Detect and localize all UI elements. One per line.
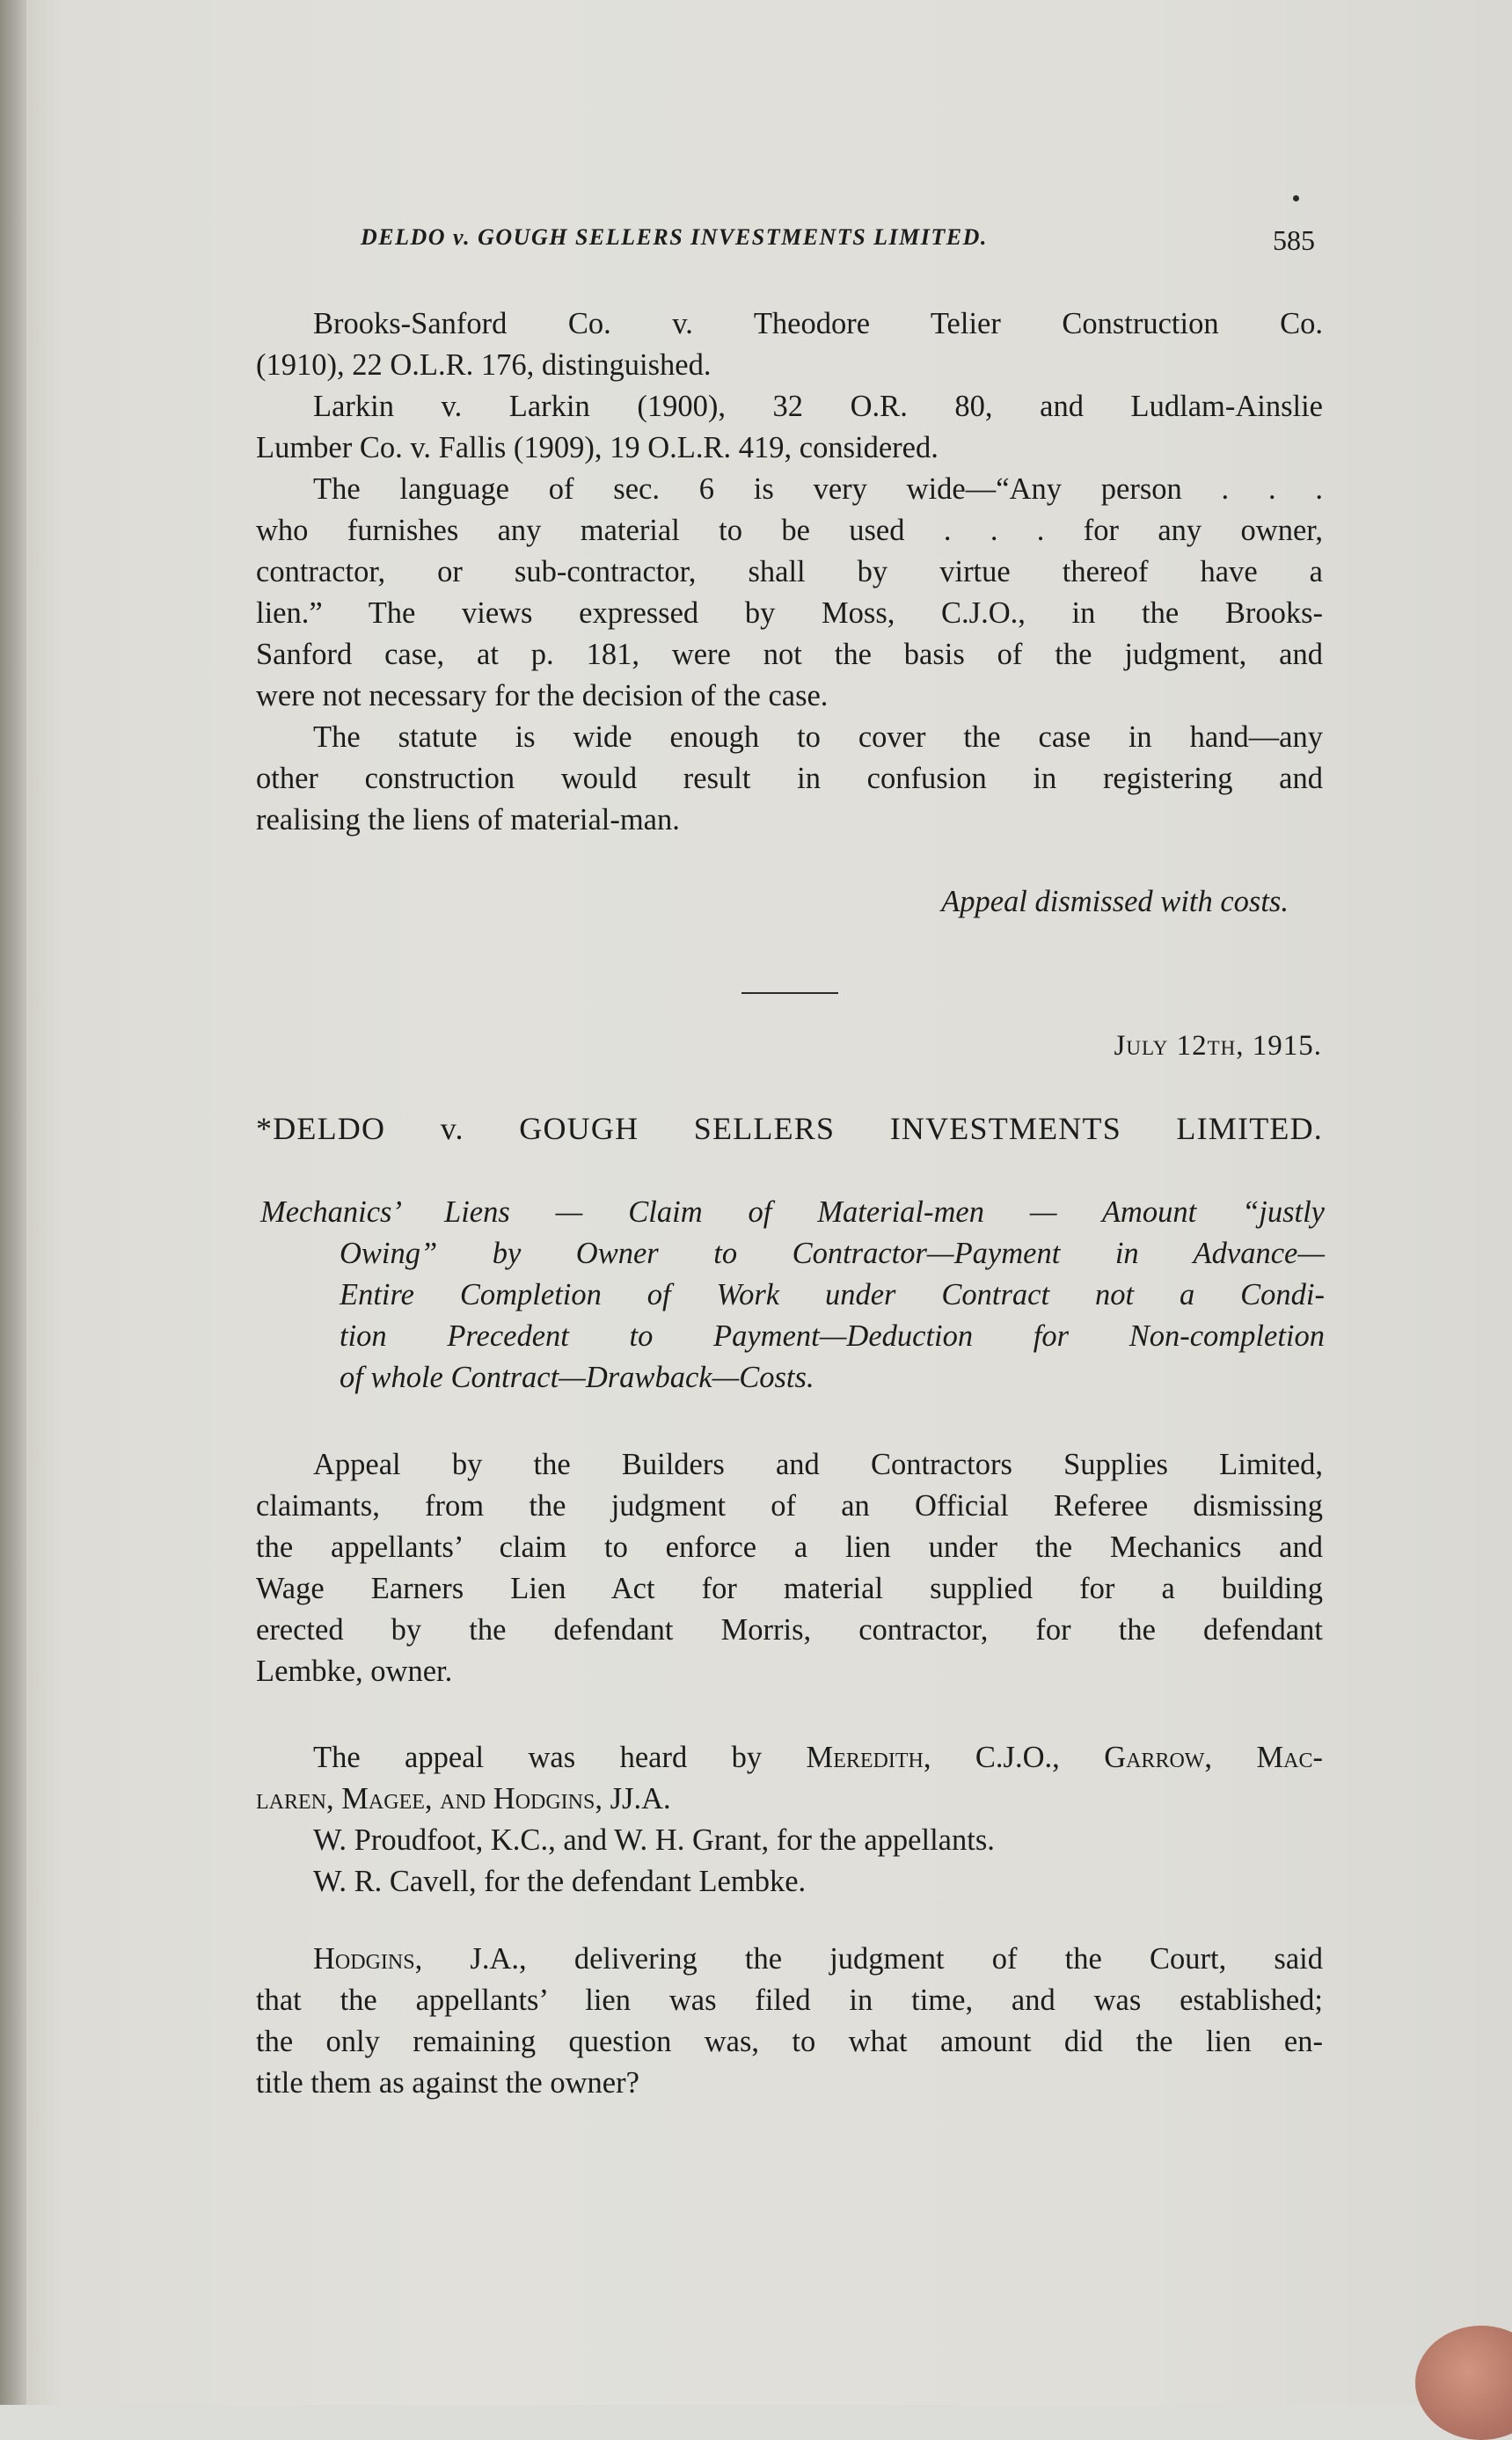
running-head: [361, 224, 1315, 257]
thumb-mark: [1415, 2326, 1512, 2440]
text-line: Lembke, owner.: [256, 1655, 453, 1688]
text-line: who furnishes any material to be used . . . for any owner,: [256, 514, 1323, 547]
headnote-line: Mechanics’ Liens — Claim of Material-men — Amount “justly: [260, 1195, 1325, 1229]
appeal-paragraph: [256, 1444, 1323, 1692]
text-line: realising the liens of material-man.: [256, 803, 680, 836]
headnote: [260, 1192, 1325, 1399]
text-line: (1910), 22 O.L.R. 176, distinguished.: [256, 348, 712, 382]
text-line: the appellants’ claim to enforce a lien under the Mechanics and: [256, 1530, 1323, 1564]
text-line: [256, 1737, 1323, 1779]
hearing-prefix: The appeal was heard by: [313, 1741, 807, 1774]
judgment-paragraph: [256, 1939, 1323, 2104]
counsel-appellants: W. Proudfoot, K.C., and W. H. Grant, for the appellants.: [313, 1823, 995, 1857]
page-number: 585: [1273, 224, 1315, 256]
judge-name: Hodgins: [313, 1942, 415, 1976]
counsel-defendant: W. R. Cavell, for the defendant Lembke.: [313, 1865, 807, 1898]
ink-dot: [1293, 195, 1299, 201]
headnote-line: tion Precedent to Payment—Deduction for Non-completion: [340, 1319, 1325, 1353]
text-line: [256, 1939, 1323, 1980]
section-divider: [741, 992, 838, 994]
text-line: lien.” The views expressed by Moss, C.J.O., in the Brooks-: [256, 596, 1323, 630]
binding-shadow: [0, 0, 26, 2405]
text-line: other construction would result in confusion in registering and: [256, 762, 1323, 795]
headnote-line: Entire Completion of Work under Contract not a Condi-: [340, 1278, 1325, 1311]
hearing-paragraph: [256, 1737, 1323, 1903]
text-line: Appeal by the Builders and Contractors Supplies Limited,: [313, 1448, 1323, 1481]
text-line: erected by the defendant Morris, contractor, for the defendant: [256, 1613, 1323, 1647]
text-line: Larkin v. Larkin (1900), 32 O.R. 80, and Ludlam-Ainslie: [313, 390, 1323, 423]
text-line: The statute is wide enough to cover the case in hand—any: [313, 720, 1323, 754]
text-line: Lumber Co. v. Fallis (1909), 19 O.L.R. 419, considered.: [256, 431, 939, 464]
text-line: The language of sec. 6 is very wide—“Any person . . .: [313, 472, 1323, 506]
text-line: the only remaining question was, to what amount did the lien en-: [256, 2025, 1323, 2058]
text-line: Sanford case, at p. 181, were not the basis of the judgment, and: [256, 638, 1323, 671]
text-line: title them as against the owner?: [256, 2066, 639, 2100]
judges-names: Meredith, C.J.O., Garrow, Mac-: [806, 1741, 1323, 1774]
text-line: contractor, or sub-contractor, shall by virtue thereof have a: [256, 555, 1323, 588]
text-line: were not necessary for the decision of the case.: [256, 679, 829, 712]
running-head-title: DELDO v. GOUGH SELLERS INVESTMENTS LIMITED.: [361, 224, 988, 250]
headnote-line: of whole Contract—Drawback—Costs.: [340, 1361, 814, 1394]
decision-date: July 12th, 1915.: [1114, 1030, 1322, 1062]
text-line: claimants, from the judgment of an Official Referee dismissing: [256, 1489, 1323, 1523]
verdict: Appeal dismissed with costs.: [941, 885, 1289, 918]
previous-case-text: [256, 303, 1323, 841]
case-title: *DELDO v. GOUGH SELLERS INVESTMENTS LIMITED.: [256, 1111, 1323, 1146]
headnote-line: Owing” by Owner to Contractor—Payment in Advance—: [340, 1237, 1325, 1270]
judgment-opening: , J.A., delivering the judgment of the Court, said: [414, 1942, 1323, 1976]
text-line: that the appellants’ lien was filed in time, and was established;: [256, 1983, 1323, 2017]
text-line: laren, Magee, and Hodgins, JJ.A.: [256, 1782, 671, 1815]
text-line: Brooks-Sanford Co. v. Theodore Telier Construction Co.: [313, 307, 1323, 340]
text-line: Wage Earners Lien Act for material supplied for a building: [256, 1572, 1323, 1605]
